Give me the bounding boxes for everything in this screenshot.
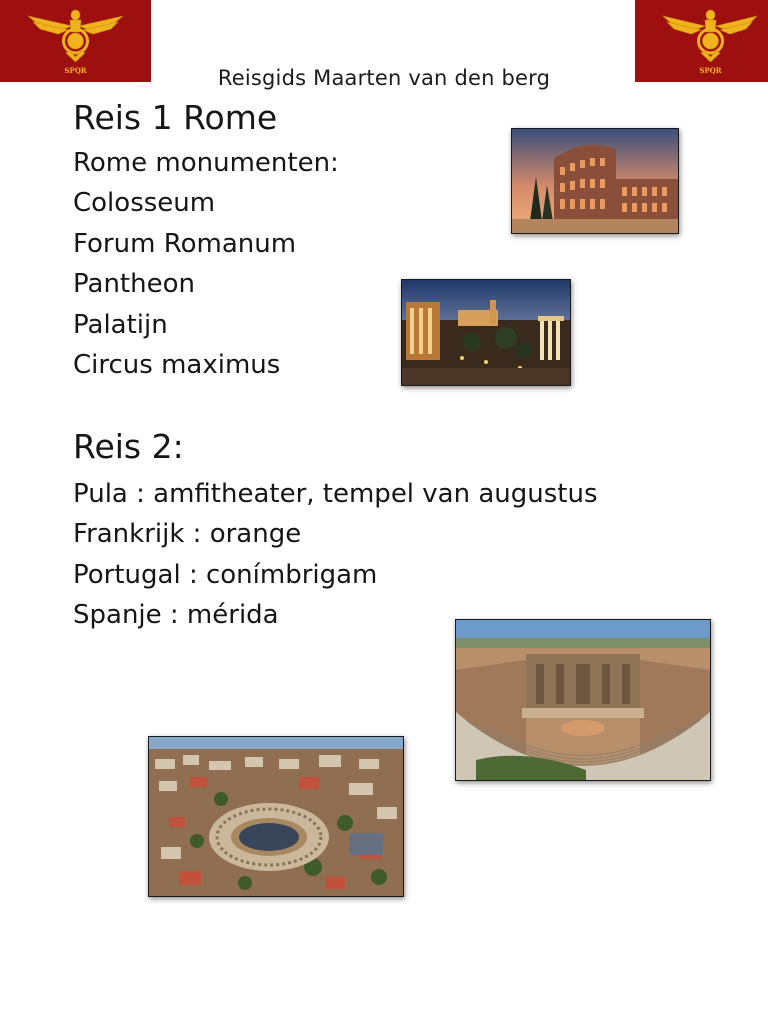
- theatre-of-orange-photo: [455, 619, 711, 781]
- emblem-text: SPQR: [699, 66, 722, 75]
- list-item: Portugal : conímbrigam: [73, 559, 378, 590]
- forum-romanum-photo: [401, 279, 571, 386]
- colosseum-photo: [511, 128, 679, 234]
- list-item: Frankrijk : orange: [73, 519, 302, 550]
- list-item: Pula : amfitheater, tempel van augustus: [73, 479, 598, 509]
- list-item: Circus maximus: [73, 349, 281, 380]
- list-item: Forum Romanum: [73, 228, 297, 259]
- page-title: Reisgids Maarten van den berg: [217, 66, 551, 90]
- trip-2-heading: Reis 2:: [73, 427, 184, 466]
- list-item: Pantheon: [73, 269, 195, 300]
- pula-arena-photo: [148, 736, 404, 897]
- emblem-text: SPQR: [64, 66, 87, 75]
- list-item: Spanje : mérida: [73, 600, 279, 631]
- trip-1-list: [73, 143, 339, 385]
- list-item: Rome monumenten:: [73, 148, 339, 178]
- list-item: Colosseum: [73, 188, 216, 219]
- trip-1-heading: Reis 1 Rome: [73, 98, 278, 137]
- trip-2-list: [73, 474, 598, 636]
- list-item: Palatijn: [73, 309, 168, 340]
